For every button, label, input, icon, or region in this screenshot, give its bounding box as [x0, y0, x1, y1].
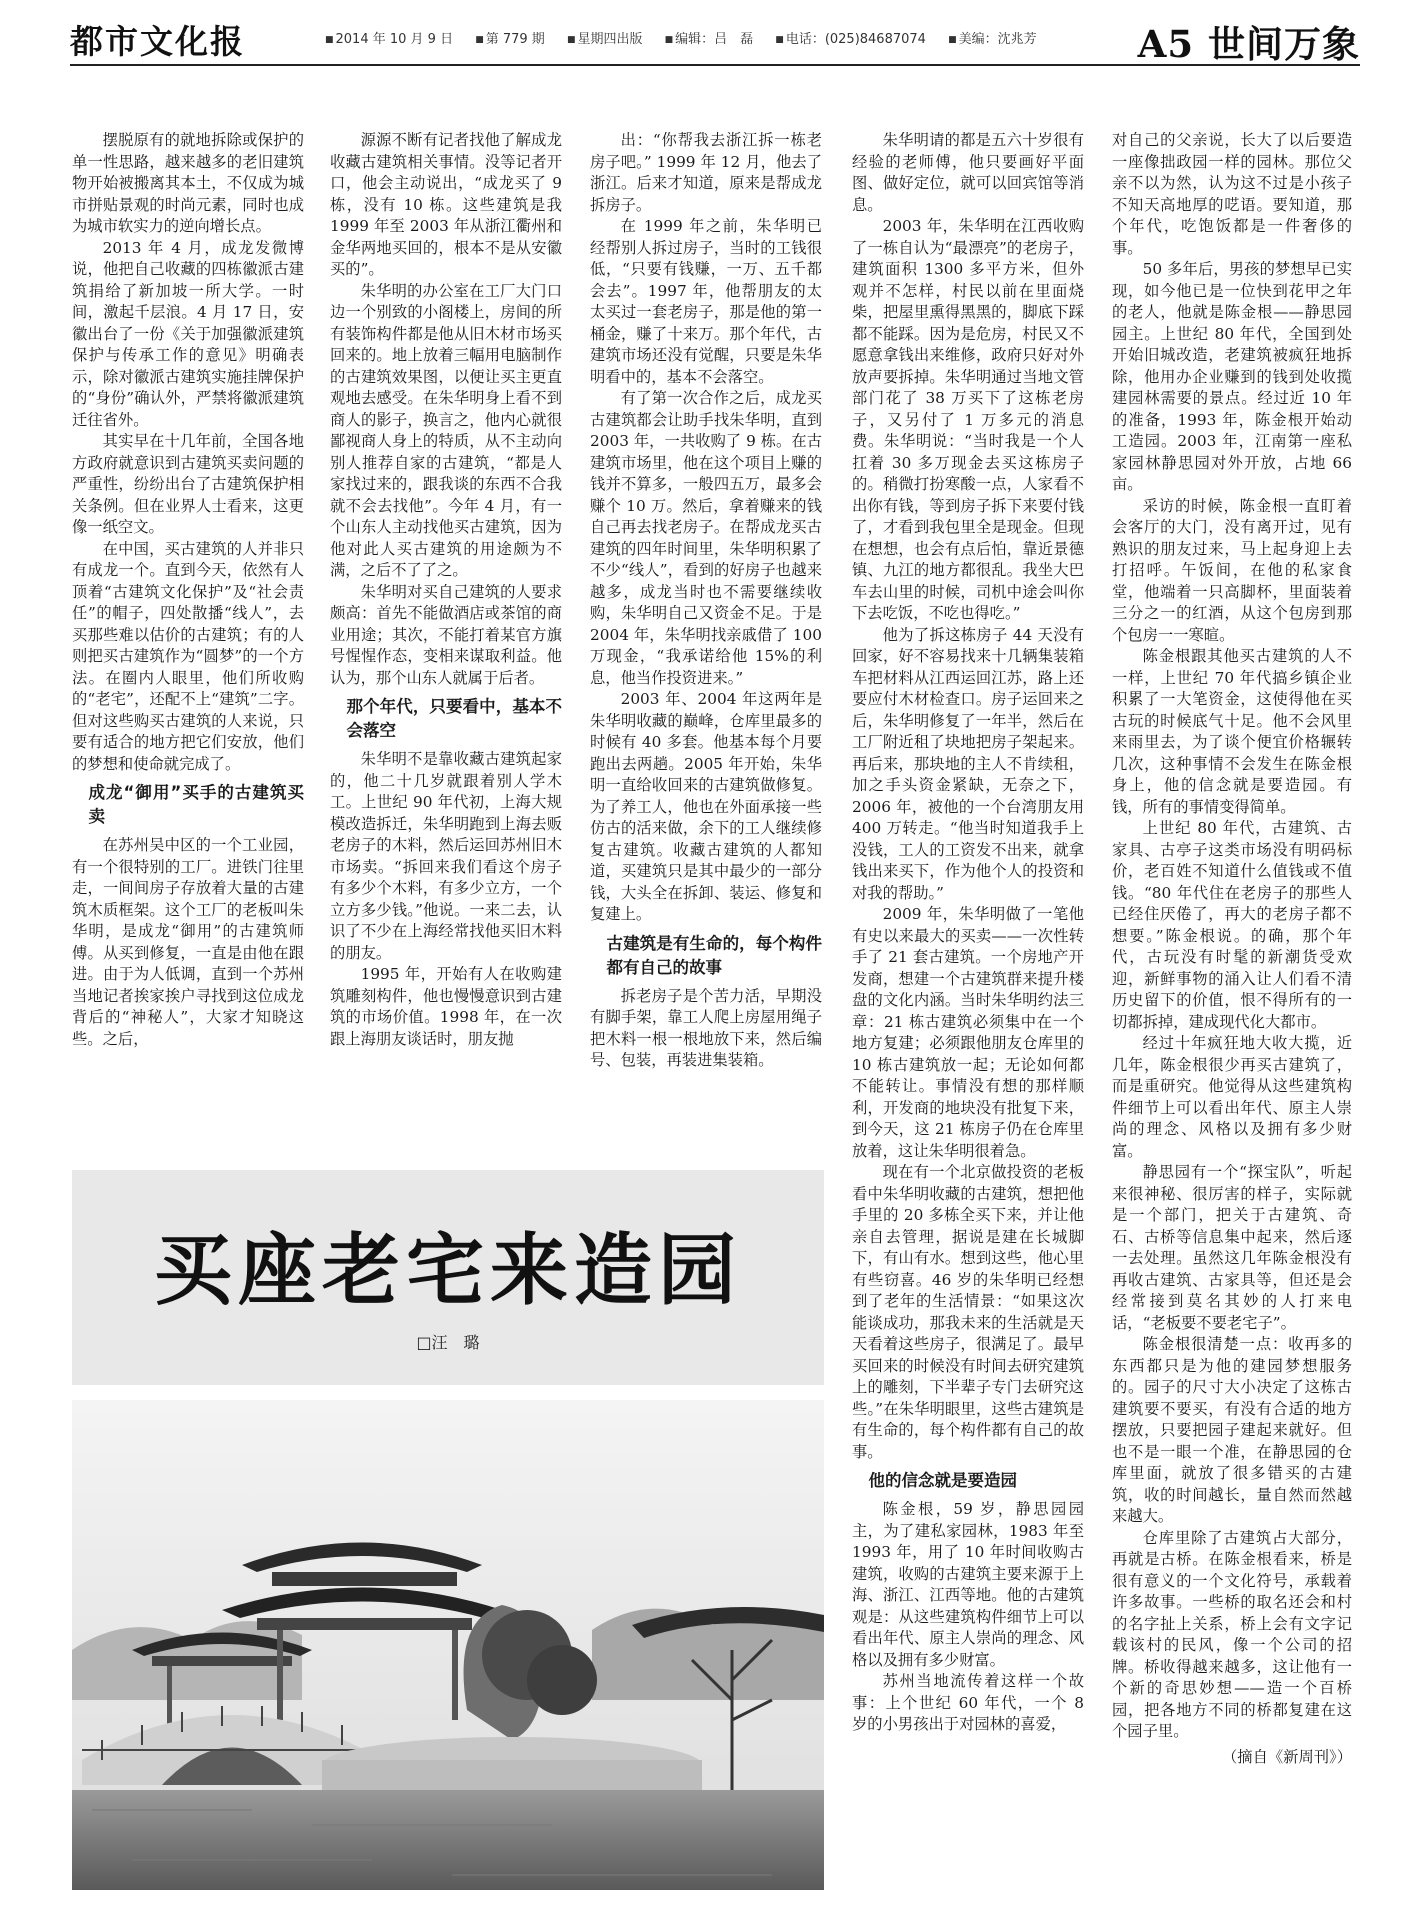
- paragraph: 2013 年 4 月，成龙发微博说，他把自己收藏的四栋徽派古建筑捐给了新加坡一所大学。一时间，激起千层浪。4 月 17 日，安徽出台了一份《关于加强徽派建筑保护与传承工作的意见》明确表示，除对徽派古建筑实施挂牌保护的“身份”确认外，严禁将徽派建筑迁往省外。: [72, 238, 304, 429]
- paragraph: 陈金根跟其他买古建筑的人不一样，上世纪 70 年代搞乡镇企业积累了一大笔资金，这使得他在买古玩的时候底气十足。他不会风里来雨里去，为了谈个便宜价格辗转几次，这种事情不会发生在陈金根身上，他的信念就是要造园。有钱，所有的事情变得简单。: [1112, 647, 1352, 816]
- paragraph: 朱华明对买自己建筑的人要求颇高：首先不能做酒店或茶馆的商业用途；其次，不能打着某官方旗号惺惺作态，变相来谋取利益。他认为，那个山东人就属于后者。: [330, 582, 562, 687]
- paragraph: 朱华明不是靠收藏古建筑起家的，他二十几岁就跟着别人学木工。上世纪 90 年代初，上海大规模改造拆迁，朱华明跑到上海去贩老房子的木料，然后运回苏州旧木市场卖。“拆回来我们看这个房子有多少个木料，有多少立方，一个立方多少钱。”他说。一来二去，认识了不少在上海经常找他买旧木料的朋友。: [330, 750, 562, 962]
- subheading: 古建筑是有生命的，每个构件都有自己的故事: [606, 933, 822, 977]
- paragraph: 陈金根很清楚一点：收再多的东西都只是为他的建园梦想服务的。园子的尺寸大小决定了这栋古建筑要不要买，有没有合适的地方摆放，只要把园子建起来就好。但也不是一眼一个准，在静思园的仓库里面，就放了很多错买的古建筑，收的时间越长，量自然而然越来越大。: [1112, 1335, 1352, 1525]
- paragraph: 拆老房子是个苦力活，早期没有脚手架，靠工人爬上房屋用绳子把木料一根一根地放下来，然后编号、包装，再装进集装箱。: [590, 986, 822, 1069]
- meta-issue: ■ 第 779 期: [475, 32, 545, 47]
- byline: □汪 璐: [416, 1333, 480, 1352]
- paragraph: 苏州当地流传着这样一个故事：上个世纪 60 年代，一个 8 岁的小男孩出于对园林的喜爱，: [852, 1672, 1084, 1733]
- meta-designer: ■ 美编：沈兆芳: [948, 32, 1037, 47]
- page-header: [70, 14, 1360, 66]
- paragraph: 他为了拆这栋房子 44 天没有回家，好不容易找来十几辆集装箱车把材料从江西运回江苏，路上还要应付木材检查口。房子运回来之后，朱华明修复了一年半，然后在工厂附近租了块地把房子架起来。再后来，那块地的主人不肯续租，加之手头资金紧缺，无奈之下，2006 年，被他的一个台湾朋友用 400 万转走。“他当时知道我手上没钱，工人的工资发不出来，就拿钱出来买下，作为他个人的投资和对我的帮助。”: [852, 625, 1084, 902]
- subheading: 那个年代，只要看中，基本不会落空: [346, 697, 562, 740]
- paragraph: 采访的时候，陈金根一直盯着会客厅的大门，没有离开过，见有熟识的朋友过来，马上起身迎上去打招呼。午饭间，在他的私家食堂，他端着一只高脚杯，里面装着三分之一的红酒，从这个包房到那个包房一一寒暄。: [1112, 496, 1352, 644]
- paragraph: 在中国，买古建筑的人并非只有成龙一个。直到今天，依然有人顶着“古建筑文化保护”及“社会责任”的帽子，四处散播“线人”，去买那些难以估价的古建筑；有的人则把买古建筑作为“圆梦”的一个方法。在圈内人眼里，他们所收购的“老宅”，还配不上“建筑”二字。但对这些购买古建筑的人来说，只要有适合的地方把它们安放，他们的梦想和使命就完成了。: [72, 539, 304, 773]
- article-column-2: [330, 130, 562, 1145]
- source-note: （摘自《新周刊》）: [1221, 1747, 1352, 1766]
- paragraph: 朱华明的办公室在工厂大门口边一个别致的小阁楼上，房间的所有装饰构件都是他从旧木材市场买回来的。地上放着三幅用电脑制作的古建筑效果图，以便让买主更直观地去感受。在朱华明身上看不到商人的影子，换言之，他内心就很鄙视商人身上的特质，从不主动向别人推荐自家的古建筑，“都是人家找过来的，跟我谈的东西不合我就不会去找他”。今年 4 月，有一个山东人主动找他买古建筑，因为他对此人买古建筑的用途颇为不满，之后不了了之。: [330, 281, 562, 579]
- paragraph: 陈金根，59 岁，静思园园主，为了建私家园林，1983 年至 1993 年，用了 10 年时间收购古建筑，收购的古建筑主要来源于上海、浙江、江西等地。他的古建筑观是：从这些建筑构件细节上可以看出年代、原主人崇尚的理念、风格以及拥有多少财富。: [852, 1500, 1084, 1669]
- masthead: 都市文化报: [70, 22, 245, 61]
- article-column-5: [1112, 130, 1352, 1890]
- paragraph: 静思园有一个“探宝队”，听起来很神秘、很厉害的样子，实际就是一个部门，把关于古建筑、奇石、古桥等信息集中起来，然后逐一去处理。虽然这几年陈金根没有再收古建筑、古家具等，但还是会经常接到莫名其妙的人打来电话，“老板要不要老宅子”。: [1112, 1163, 1352, 1332]
- paragraph: 上世纪 80 年代，古建筑、古家具、古亭子这类市场没有明码标价，老百姓不知道什么值钱或不值钱。“80 年代住在老房子的那些人已经住厌倦了，再大的老房子都不想要。”陈金根说。的确，那个年代，古玩没有时髦的新潮货受欢迎，新鲜事物的涌入让人们看不清历史留下的价值，恨不得所有的一切都拆掉，建成现代化大都市。: [1112, 819, 1352, 1031]
- paragraph: 源源不断有记者找他了解成龙收藏古建筑相关事情。没等记者开口，他会主动说出，“成龙买了 9 栋，没有 10 栋。这些建筑是我 1999 年至 2003 年从浙江衢州和金华两地买回的，根本不是从安徽买的”。: [330, 131, 562, 278]
- meta-editor: ■ 编辑：吕 磊: [665, 32, 754, 47]
- section-title: A5 世间万象: [1137, 22, 1360, 66]
- article-column-4: [852, 130, 1084, 1890]
- article-column-1: [72, 130, 304, 1145]
- paragraph: 2003 年、2004 年这两年是朱华明收藏的巅峰，仓库里最多的时候有 40 多套。他基本每个月要跑出去两趟。2005 年开始，朱华明一直给收回来的古建筑做修复。为了养工人，他也在外面承接一些仿古的活来做，余下的工人继续修复古建筑。收藏古建筑的人都知道，买建筑只是其中最少的一部分钱，大头全在拆卸、装运、修复和复建上。: [590, 690, 822, 923]
- meta-weekday: ■ 星期四出版: [567, 32, 643, 47]
- paragraph: 摆脱原有的就地拆除或保护的单一性思路，越来越多的老旧建筑物开始被搬离其本土，不仅成为城市拼贴景观的时尚元素，同时也成为城市软实力的逆向增长点。: [72, 131, 304, 235]
- paragraph: 其实早在十几年前，全国各地方政府就意识到古建筑买卖问题的严重性，纷纷出台了古建筑保护相关条例。但在业界人士看来，这更像一纸空文。: [72, 432, 304, 536]
- paragraph: 经过十年疯狂地大收大揽，近几年，陈金根很少再买古建筑了，而是重研究。他觉得从这些建筑构件细节上可以看出年代、原主人崇尚的理念、风格以及拥有多少财富。: [1112, 1034, 1352, 1160]
- issue-meta: [325, 28, 1055, 47]
- paragraph: 现在有一个北京做投资的老板看中朱华明收藏的古建筑，想把他手里的 20 多栋全买下来，并让他亲自去管理，据说是建在长城脚下，有山有水。想到这些，他心里有些窃喜。46 岁的朱华明已经想到了老年的生活情景：“如果这次能谈成功，那我未来的生活就是天天看着这些房子，很满足了。最早买回来的时候没有时间去研究建筑上的雕刻，下半辈子专门去研究这些。”在朱华明眼里，这些古建筑是有生命的，每个构件都有自己的故事。: [852, 1163, 1084, 1461]
- headline: 买座老宅来造园: [153, 1225, 742, 1316]
- paragraph: 仓库里除了古建筑占大部分，再就是古桥。在陈金根看来，桥是很有意义的一个文化符号，承载着许多故事。一些桥的取名还会和村的名字扯上关系，桥上会有文字记载该村的民风，像一个公司的招牌。桥收得越来越多，这让他有一个新的奇思妙想——造一个百桥园，把各地方不同的桥都复建在这个园子里。: [1112, 1528, 1352, 1740]
- paragraph: 有了第一次合作之后，成龙买古建筑都会让助手找朱华明，直到 2003 年，一共收购了 9 栋。在古建筑市场里，他在这个项目上赚的钱并不算多，一般四五万，最多会赚个 10 万。然后，拿着赚来的钱自己再去找老房子。在帮成龙买古建筑的四年时间里，朱华明积累了不少“线人”，看到的好房子也越来越多，成龙当时也不需要继续收购，朱华明自己又资金不足。于是 2004 年，朱华明找亲戚借了 100 万现金，“我承诺给他 15%的利息，他当作投资进来。”: [590, 389, 822, 687]
- paragraph: 在 1999 年之前，朱华明已经帮别人拆过房子，当时的工钱很低，“只要有钱赚，一万、五千都会去”。1997 年，他帮朋友的太太买过一套老房子，那是他的第一桶金，赚了十来万。那个年代，古建筑市场还没有觉醒，只要是朱华明看中的，基本不会落空。: [590, 217, 822, 386]
- garden-pavilion-photo: [72, 1400, 824, 1890]
- article-column-3: [590, 130, 822, 1145]
- paragraph: 1995 年，开始有人在收购建筑雕刻构件，他也慢慢意识到古建筑的市场价值。1998 年，在一次跟上海朋友谈话时，朋友抛: [330, 965, 562, 1048]
- paragraph: 朱华明请的都是五六十岁很有经验的老师傅，他只要画好平面图、做好定位，就可以回宾馆等消息。: [852, 131, 1084, 214]
- photo-illustration: [72, 1400, 824, 1890]
- paragraph: 在苏州吴中区的一个工业园，有一个很特别的工厂。进铁门往里走，一间间房子存放着大量的古建筑木质框架。这个工厂的老板叫朱华明，是成龙“御用”的古建筑师傅。从买到修复，一直是由他在跟进。由于为人低调，直到一个苏州当地记者挨家挨户寻找到这位成龙背后的“神秘人”，大家才知晓这些。之后，: [72, 836, 304, 1048]
- subheading: 他的信念就是要造园: [868, 1471, 1017, 1490]
- meta-phone: ■ 电话：(025)84687074: [775, 32, 926, 47]
- paragraph: 50 多年后，男孩的梦想早已实现，如今他已是一位快到花甲之年的老人，他就是陈金根——静思园园主。上世纪 80 年代，全国到处开始旧城改造，老建筑被疯狂地拆除，他用办企业赚到的钱到处收揽建园林需要的景点。经过近 10 年的准备，1993 年，陈金根开始动工造园。2003 年，江南第一座私家园林静思园对外开放，占地 66 亩。: [1112, 260, 1352, 493]
- paragraph: 出：“你帮我去浙江拆一栋老房子吧。” 1999 年 12 月，他去了浙江。后来才知道，原来是帮成龙拆房子。: [590, 131, 822, 214]
- subheading: 成龙“御用”买手的古建筑买卖: [88, 783, 304, 826]
- paragraph: 对自己的父亲说，长大了以后要造一座像拙政园一样的园林。那位父亲不以为然，认为这不过是小孩子不知天高地厚的呓语。要知道，那个年代，吃饱饭都是一件奢侈的事。: [1112, 131, 1352, 257]
- headline-box: [72, 1170, 824, 1385]
- paragraph: 2003 年，朱华明在江西收购了一栋自认为“最漂亮”的老房子，建筑面积 1300 多平方米，但外观并不怎样，村民以前在里面烧柴，把屋里熏得黑黑的，脚底下踩都不能踩。因为是危房，村民又不愿意拿钱出来维修，政府只好对外放声要拆掉。朱华明通过当地文管部门花了 38 万买下了这栋老房子，又另付了 1 万多元的消息费。朱华明说：“当时我是一个人扛着 30 多万现金去买这栋房子的。稍微打扮寒酸一点，人家看不出你有钱，等到房子拆下来要付钱了，才看到我包里全是现金。但现在想想，也会有点后怕，靠近景德镇、九江的地方都很乱。我坐大巴车去山里的时候，司机中途会叫你下去吃饭，不吃也得吃。”: [852, 217, 1084, 622]
- meta-date: ■ 2014 年 10 月 9 日: [325, 32, 453, 47]
- paragraph: 2009 年，朱华明做了一笔他有史以来最大的买卖——一次性转手了 21 套古建筑。一个房地产开发商，想建一个古建筑群来提升楼盘的文化内涵。当时朱华明约法三章：21 栋古建筑必须集中在一个地方复建；必须跟他朋友仓库里的 10 栋古建筑放一起；无论如何都不能转让。事情没有想的那样顺利，开发商的地块没有批复下来，到今天，这 21 栋房子仍在仓库里放着，这让朱华明很着急。: [852, 905, 1084, 1160]
